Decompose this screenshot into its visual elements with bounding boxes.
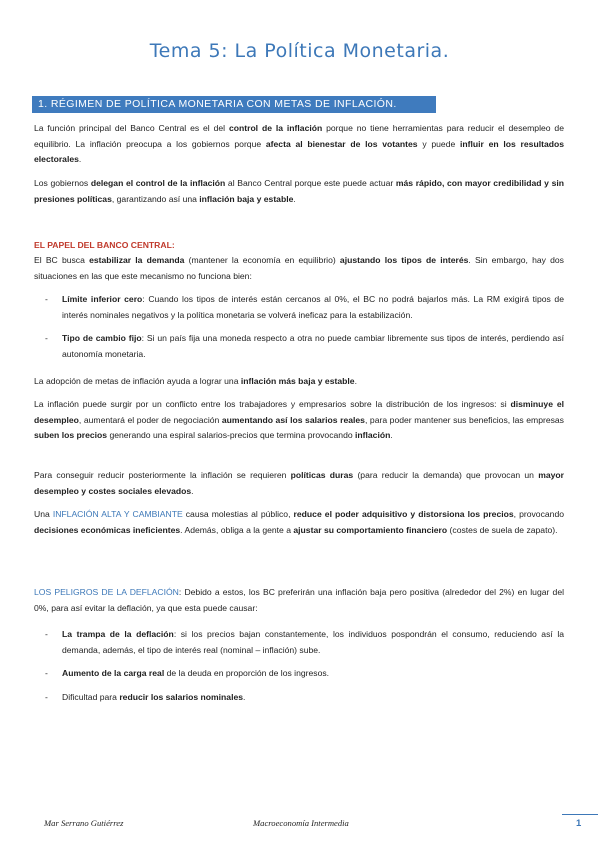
paragraph-6: Una INFLACIÓN ALTA Y CAMBIANTE causa molestias al público, reduce el poder adquisitivo y distorsiona los precios, provocando decisiones económicas ineficientes. Además, obliga a la gente a ajustar su comportamiento financiero (costes de suela de zapato). xyxy=(34,509,565,535)
paragraph-deflacion: LOS PELIGROS DE LA DEFLACIÓN: Debido a estos, los BC preferirán una inflación baja pero positiva (alrededor del 2%) en lugar del 0%, para así evitar la deflación, ya que esta puede causar: xyxy=(34,587,565,613)
footer-course: Macroeconomía Intermedia xyxy=(253,818,349,828)
page-number-rule xyxy=(562,814,598,815)
paragraph-2: Los gobiernos delegan el control de la inflación al Banco Central porque este puede actuar más rápido, con mayor credibilidad y sin presiones políticas, garantizando así una inflación baja y estable. xyxy=(34,178,564,204)
paragraph-1: La función principal del Banco Central es el del control de la inflación porque no tiene herramientas para reducir el desempleo de equilibrio. La inflación preocupa a los gobiernos porque afecta al bienestar de los votantes y puede influir en los resultados electorales. xyxy=(34,123,565,164)
page-number: 1 xyxy=(576,818,582,829)
list-bullet: - xyxy=(45,294,48,304)
paragraph-3: La adopción de metas de inflación ayuda a lograr una inflación más baja y estable. xyxy=(34,376,357,386)
list-item-carga-real: Aumento de la carga real de la deuda en proporción de los ingresos. xyxy=(62,668,330,678)
paragraph-5: Para conseguir reducir posteriormente la inflación se requieren políticas duras (para reducir la demanda) que provocan un mayor desempleo y costes sociales elevados. xyxy=(34,470,564,496)
list-bullet: - xyxy=(45,668,48,678)
paragraph-4: La inflación puede surgir por un conflicto entre los trabajadores y empresarios sobre la distribución de los ingresos: si disminuye el desempleo, aumentará el poder de negociación aumentando así los salarios reales, para poder mantener sus beneficios, las empresas suben los precios generando una espiral salarios-precios que termina provocando inflación. xyxy=(34,399,564,440)
banco-central-heading: EL PAPEL DEL BANCO CENTRAL: xyxy=(34,240,175,250)
list-item-limite-cero: Límite inferior cero: Cuando los tipos de interés están cercanos al 0%, el BC no podrá bajarlos más. La RM exigirá tipos de interés nominales negativos y la política monetaria se volverá ineficaz para la estabilización. xyxy=(62,294,564,320)
section-heading-1: 1. RÉGIMEN DE POLÍTICA MONETARIA CON METAS DE INFLACIÓN. xyxy=(32,96,436,113)
list-bullet: - xyxy=(45,692,48,702)
paragraph-banco-intro: El BC busca estabilizar la demanda (mantener la economía en equilibrio) ajustando los tipos de interés. Sin embargo, hay dos situaciones en las que este mecanismo no funciona bien: xyxy=(34,255,564,281)
page-title: Tema 5: La Política Monetaria. xyxy=(149,40,450,62)
footer-author: Mar Serrano Gutiérrez xyxy=(44,818,124,828)
list-item-trampa-deflacion: La trampa de la deflación: si los precios bajan constantemente, los individuos pospondrán el consumo, reduciendo así la demanda, además, el tipo de interés real (nominal – inflación) sube. xyxy=(62,629,565,655)
list-bullet: - xyxy=(45,629,48,639)
list-item-tipo-cambio: Tipo de cambio fijo: Si un país fija una moneda respecto a otra no puede cambiar libremente sus tipos de interés, perdiendo así autonomía monetaria. xyxy=(62,333,564,359)
list-bullet: - xyxy=(45,333,48,343)
list-item-salarios-nominales: Dificultad para reducir los salarios nominales. xyxy=(62,692,246,702)
